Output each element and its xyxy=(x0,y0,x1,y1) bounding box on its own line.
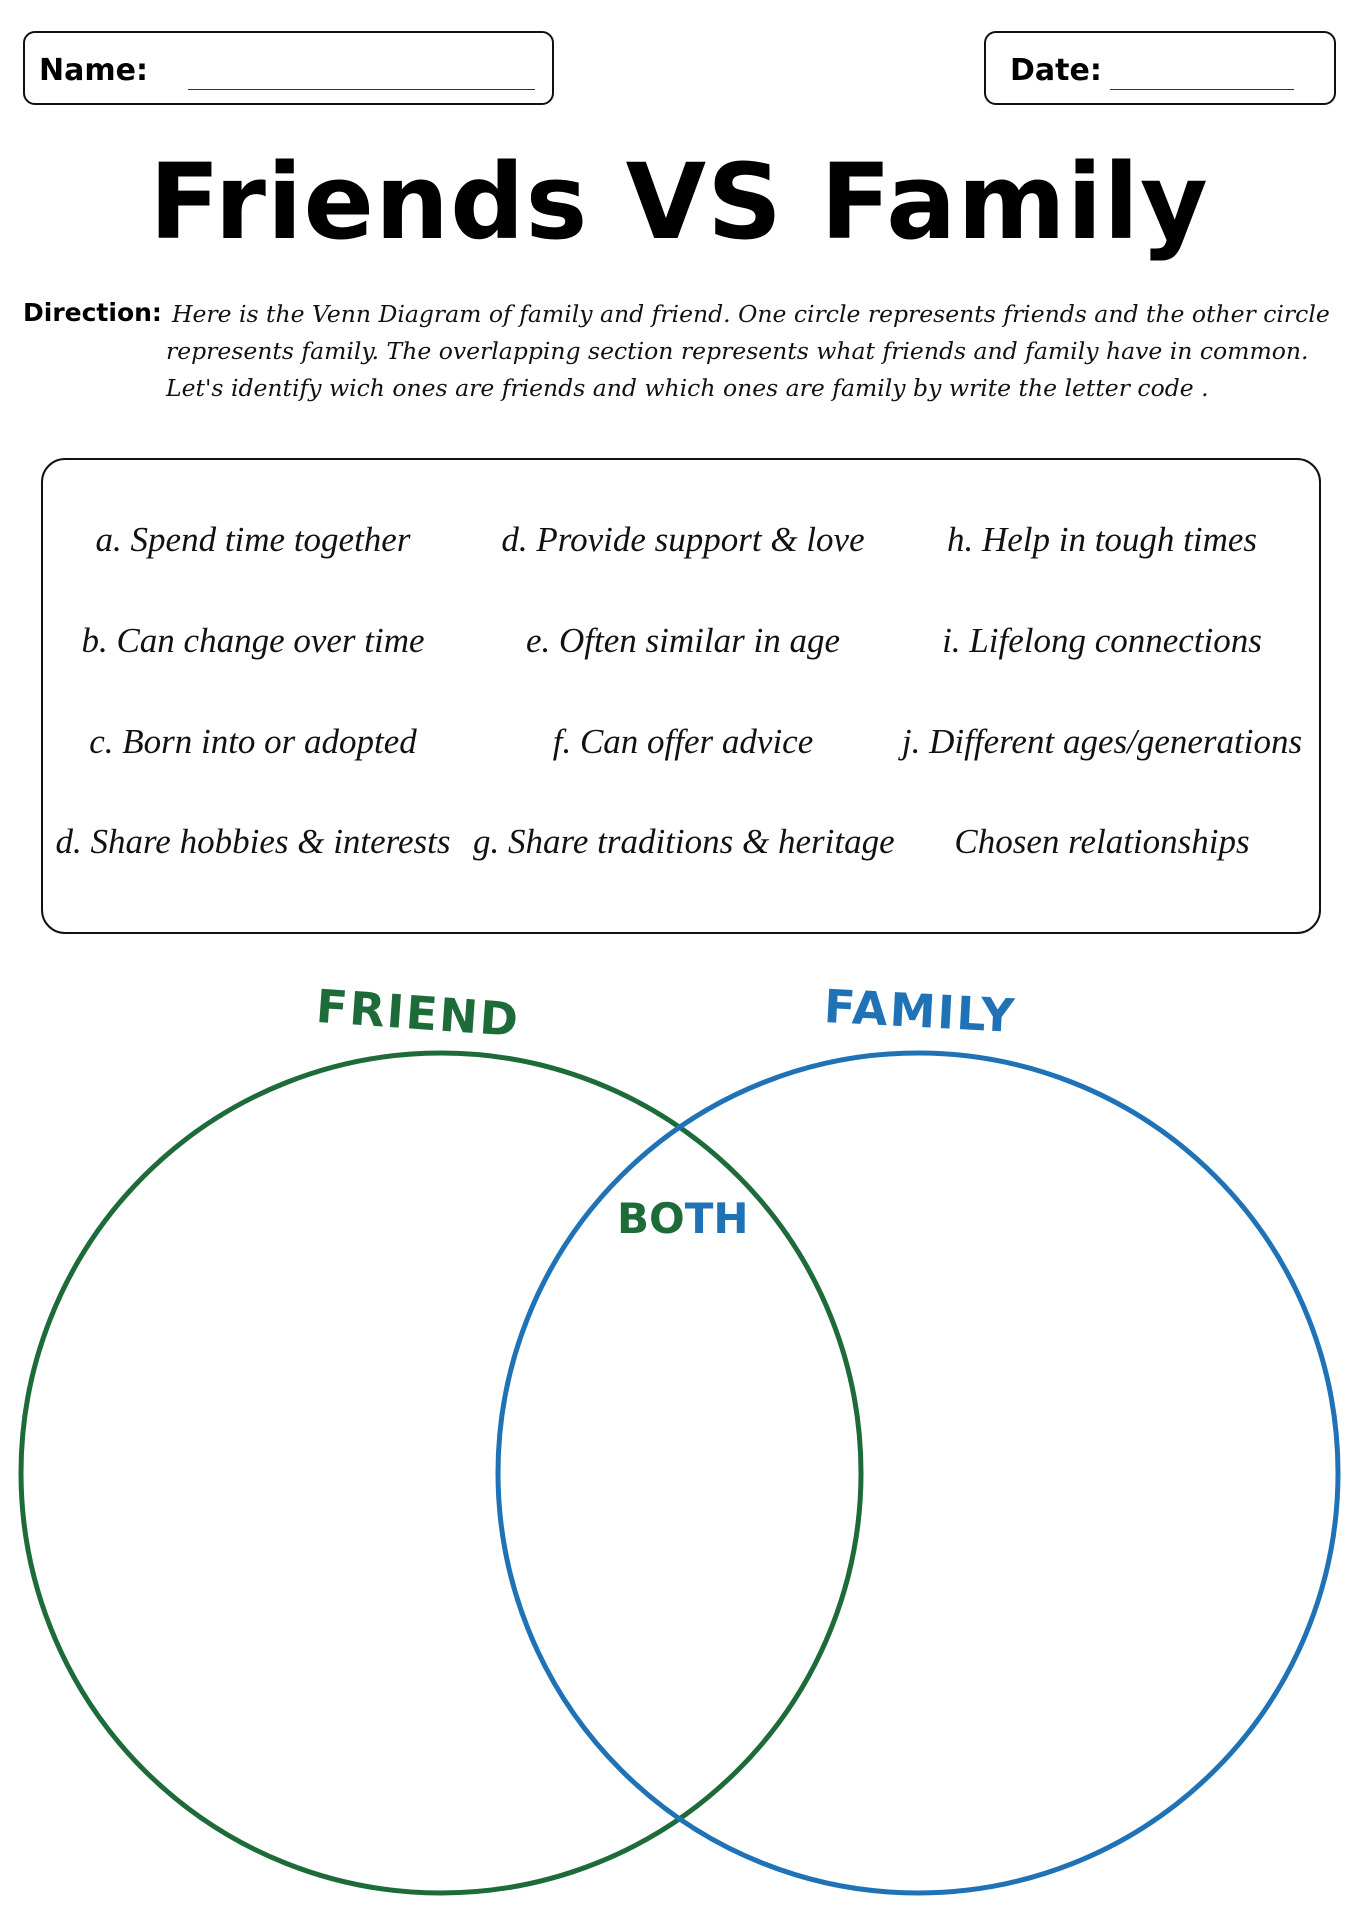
name-write-line[interactable] xyxy=(188,89,535,90)
family-circle[interactable] xyxy=(498,1053,1338,1893)
option-j: j. Different ages/generations xyxy=(901,722,1303,761)
option-g: g. Share traditions & heritage xyxy=(473,822,895,861)
option-f: f. Can offer advice xyxy=(552,722,814,761)
family-label: FAMILY xyxy=(822,979,1018,1043)
page-title: Friends VS Family xyxy=(149,141,1209,263)
direction-text-line-3: Let's identify wich ones are friends and which ones are family by write the letter code . xyxy=(166,374,1209,402)
both-label xyxy=(617,1194,749,1243)
direction-text-line-1: Here is the Venn Diagram of family and friend. One circle represents friends and the other circle xyxy=(172,300,1330,328)
name-field[interactable] xyxy=(23,31,554,105)
option-a: a. Spend time together xyxy=(95,520,411,559)
date-label: Date: xyxy=(1010,53,1102,88)
both-label-part2: TH xyxy=(684,1194,749,1243)
friend-label: FRIEND xyxy=(314,978,522,1048)
date-field[interactable] xyxy=(984,31,1336,105)
option-e: e. Often similar in age xyxy=(526,621,840,660)
date-write-line[interactable] xyxy=(1110,89,1294,90)
venn-diagram xyxy=(0,960,1358,1920)
name-label: Name: xyxy=(39,53,148,88)
both-label-part1: BO xyxy=(617,1194,685,1243)
option-b: b. Can change over time xyxy=(81,621,425,660)
direction-label: Direction: xyxy=(23,298,162,327)
option-c: c. Born into or adopted xyxy=(89,722,417,761)
direction-text-line-2: represents family. The overlapping section represents what friends and family have in common. xyxy=(166,337,1309,365)
option-i: i. Lifelong connections xyxy=(942,621,1262,660)
option-d-hobbies: d. Share hobbies & interests xyxy=(55,822,451,861)
option-h: h. Help in tough times xyxy=(946,520,1258,559)
option-d-support: d. Provide support & love xyxy=(501,520,865,559)
friend-circle[interactable] xyxy=(21,1053,861,1893)
option-chosen: Chosen relationships xyxy=(954,822,1250,861)
